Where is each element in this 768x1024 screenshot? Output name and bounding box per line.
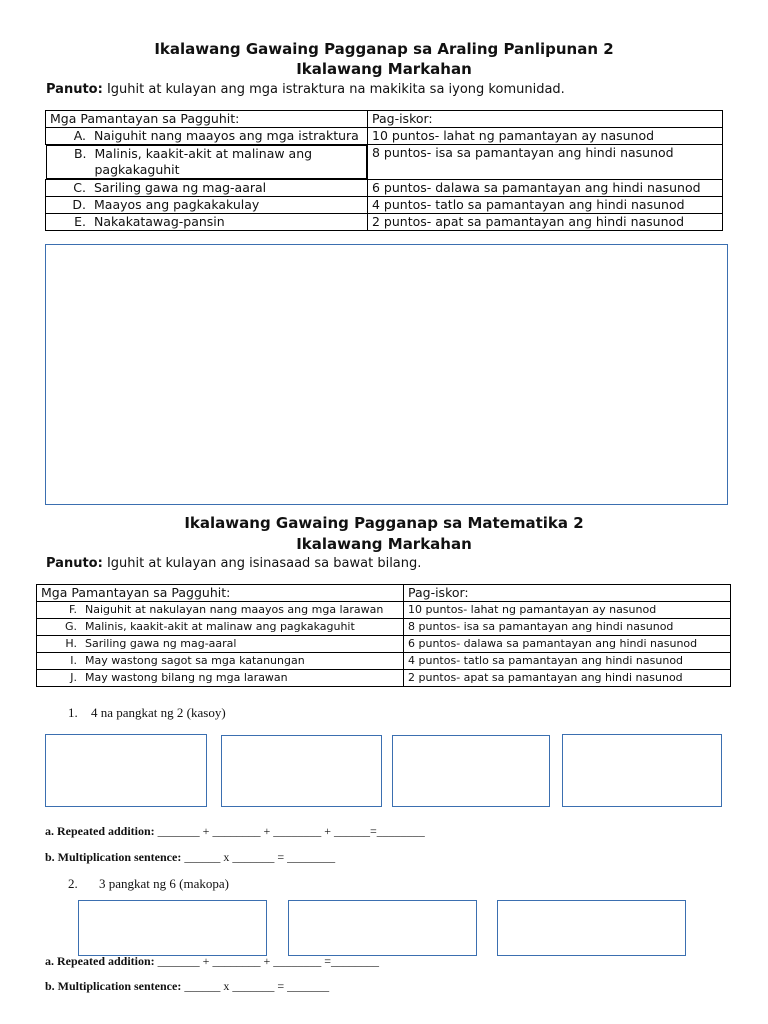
score-cell: 10 puntos- lahat ng pamantayan ay nasunod xyxy=(404,602,731,619)
table-header-row xyxy=(46,111,723,128)
table-row xyxy=(46,145,723,180)
col-score-header: Pag-iskor: xyxy=(404,585,731,602)
item-2-multiplication xyxy=(45,979,329,994)
item-prompt-text: 3 pangkat ng 6 (makopa) xyxy=(99,876,229,891)
criterion-text: Maayos ang pagkakakulay xyxy=(94,197,260,212)
table-header-row xyxy=(37,585,731,602)
criteria-table-2 xyxy=(36,584,731,687)
repeated-addition-label: a. Repeated addition: xyxy=(45,824,155,838)
section1-title-line2: Ikalawang Markahan xyxy=(296,60,472,78)
criterion-letter: E. xyxy=(74,214,86,229)
item-prompt-text: 4 na pangkat ng 2 (kasoy) xyxy=(91,705,226,720)
score-cell: 6 puntos- dalawa sa pamantayan ang hindi nasunod xyxy=(368,180,723,197)
col-criteria-header: Mga Pamantayan sa Pagguhit: xyxy=(46,111,368,128)
criterion-cell xyxy=(46,214,368,231)
drawing-box-2b[interactable] xyxy=(288,900,477,956)
score-cell: 2 puntos- apat sa pamantayan ang hindi nasunod xyxy=(368,214,723,231)
criterion-cell xyxy=(37,602,404,619)
drawing-box-1a[interactable] xyxy=(45,734,207,807)
drawing-box-1c[interactable] xyxy=(392,735,550,807)
repeated-addition-blanks[interactable]: _______ + ________ + ________ + ______=________ xyxy=(157,824,425,838)
criterion-letter: C. xyxy=(73,180,86,195)
criterion-text: May wastong sagot sa mga katanungan xyxy=(85,654,305,667)
criterion-letter: D. xyxy=(72,197,86,212)
item-2-prompt xyxy=(68,876,229,892)
criterion-text: May wastong bilang ng mga larawan xyxy=(85,671,288,684)
criterion-letter: H. xyxy=(65,637,77,650)
col-score-header: Pag-iskor: xyxy=(368,111,723,128)
criteria-table-1 xyxy=(45,110,723,231)
score-cell: 4 puntos- tatlo sa pamantayan ang hindi nasunod xyxy=(404,653,731,670)
panuto-text: Iguhit at kulayan ang isinasaad sa bawat bilang. xyxy=(106,556,422,571)
table-row xyxy=(37,619,731,636)
criterion-cell xyxy=(37,670,404,687)
item-2-repeated-addition xyxy=(45,954,379,969)
criterion-cell xyxy=(37,653,404,670)
section2-panuto xyxy=(46,556,421,571)
multiplication-blanks[interactable]: ______ x _______ = _______ xyxy=(184,979,330,993)
item-number: 1. xyxy=(68,705,78,720)
multiplication-label: b. Multiplication sentence: xyxy=(45,979,182,993)
criterion-cell xyxy=(46,145,368,179)
drawing-box-1d[interactable] xyxy=(562,734,722,807)
criterion-cell xyxy=(46,197,368,214)
criterion-cell xyxy=(46,128,368,145)
table-row xyxy=(37,636,731,653)
criterion-text: Malinis, kaakit-akit at malinaw ang pagkakaguhit xyxy=(94,146,313,177)
item-1-prompt xyxy=(68,705,226,721)
criterion-text: Nakakatawag-pansin xyxy=(94,214,225,229)
section2-title-line2: Ikalawang Markahan xyxy=(296,535,472,553)
criterion-letter: G. xyxy=(64,620,77,633)
panuto-label: Panuto: xyxy=(46,556,103,571)
table-row xyxy=(46,197,723,214)
section1-title-line1: Ikalawang Gawaing Pagganap sa Araling Panlipunan 2 xyxy=(154,40,614,58)
criterion-text: Naiguhit at nakulayan nang maayos ang mga larawan xyxy=(85,603,384,616)
drawing-box-2c[interactable] xyxy=(497,900,686,956)
criterion-letter: A. xyxy=(73,128,86,143)
score-cell: 2 puntos- apat sa pamantayan ang hindi nasunod xyxy=(404,670,731,687)
item-1-repeated-addition xyxy=(45,824,425,839)
col-criteria-header: Mga Pamantayan sa Pagguhit: xyxy=(37,585,404,602)
drawing-box-2a[interactable] xyxy=(78,900,267,956)
criterion-text: Malinis, kaakit-akit at malinaw ang pagkakaguhit xyxy=(85,620,355,633)
criterion-letter: I. xyxy=(70,654,77,667)
repeated-addition-blanks[interactable]: _______ + ________ + ________ =________ xyxy=(157,954,379,968)
drawing-box-1b[interactable] xyxy=(221,735,382,807)
criterion-cell xyxy=(46,180,368,197)
score-cell: 8 puntos- isa sa pamantayan ang hindi nasunod xyxy=(368,145,723,180)
panuto-label: Panuto: xyxy=(46,82,103,97)
score-cell: 6 puntos- dalawa sa pamantayan ang hindi nasunod xyxy=(404,636,731,653)
score-cell: 10 puntos- lahat ng pamantayan ay nasunod xyxy=(368,128,723,145)
criterion-letter: F. xyxy=(68,603,77,616)
criterion-text: Sariling gawa ng mag-aaral xyxy=(94,180,267,195)
drawing-area-box[interactable] xyxy=(45,244,728,505)
table-row xyxy=(37,670,731,687)
panuto-text: Iguhit at kulayan ang mga istraktura na makikita sa iyong komunidad. xyxy=(106,82,565,97)
table-row xyxy=(37,602,731,619)
criterion-letter: J. xyxy=(70,671,77,684)
score-cell: 4 puntos- tatlo sa pamantayan ang hindi nasunod xyxy=(368,197,723,214)
section2-title-line1: Ikalawang Gawaing Pagganap sa Matematika 2 xyxy=(184,514,584,532)
table-row xyxy=(37,653,731,670)
section1-panuto xyxy=(46,82,565,97)
criterion-text: Naiguhit nang maayos ang mga istraktura xyxy=(94,128,359,143)
multiplication-label: b. Multiplication sentence: xyxy=(45,850,182,864)
item-number: 2. xyxy=(68,876,78,891)
table-row xyxy=(46,214,723,231)
criterion-text: Sariling gawa ng mag-aaral xyxy=(85,637,237,650)
multiplication-blanks[interactable]: ______ x _______ = ________ xyxy=(184,850,336,864)
repeated-addition-label: a. Repeated addition: xyxy=(45,954,155,968)
criterion-cell xyxy=(37,636,404,653)
score-cell: 8 puntos- isa sa pamantayan ang hindi nasunod xyxy=(404,619,731,636)
criterion-letter: B. xyxy=(73,146,87,161)
item-1-multiplication xyxy=(45,850,335,865)
criterion-cell xyxy=(37,619,404,636)
table-row xyxy=(46,128,723,145)
table-row xyxy=(46,180,723,197)
